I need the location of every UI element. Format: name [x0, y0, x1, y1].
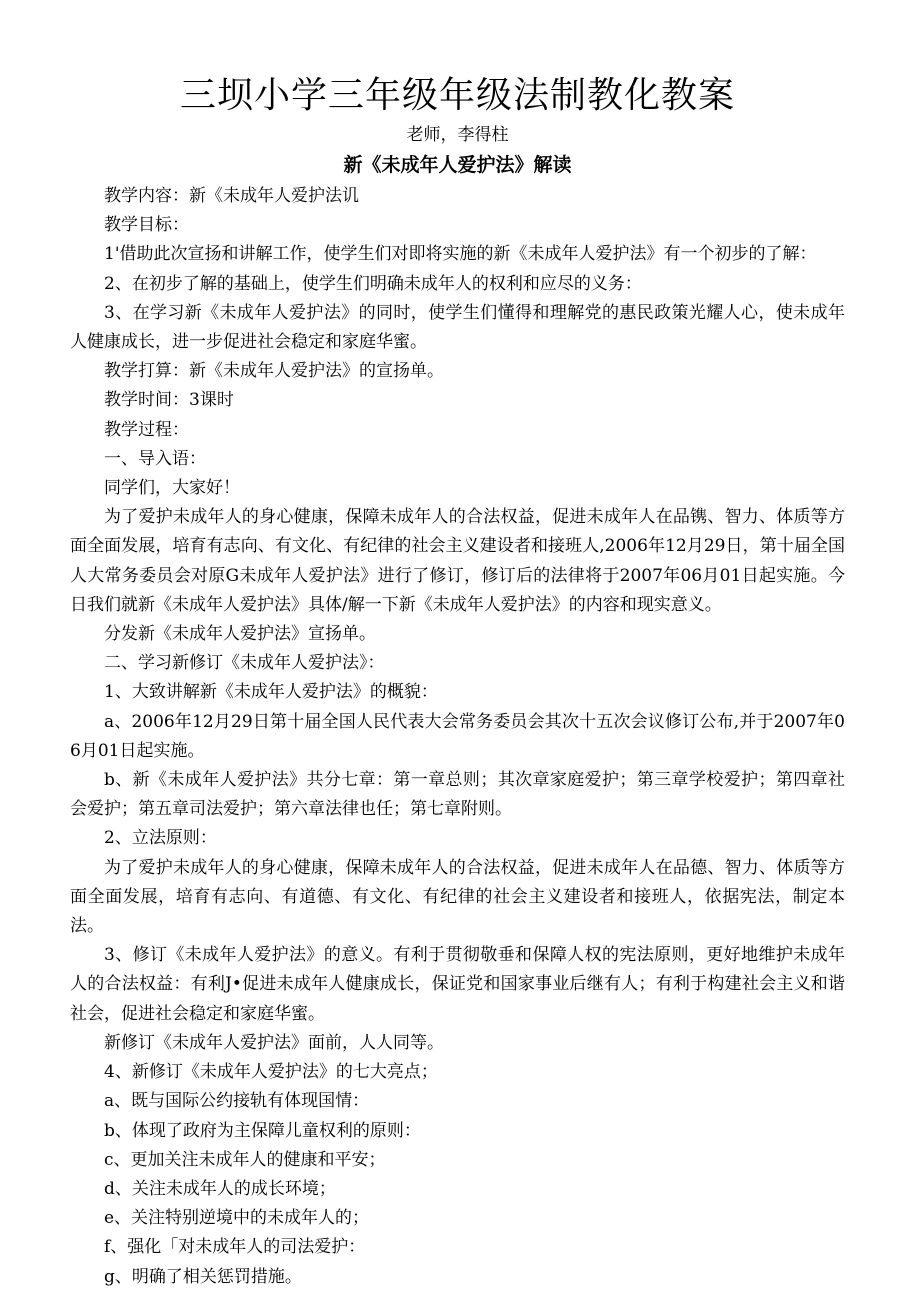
- paragraph: 2、立法原则：: [104, 828, 217, 849]
- document-subtitle: 新《未成年人爱护法》解读: [343, 154, 572, 176]
- paragraph: 3、在学习新《未成年人爱护法》的同时，使学生们懂得和理解党的惠民政策光耀人心，使未成年人健康成长，进一步促进社会稳定和家庭华蜜。: [70, 302, 845, 353]
- paragraph: a、既与国际公约接轨有体现国情：: [104, 1091, 370, 1112]
- document-body: [70, 182, 845, 1292]
- paragraph: 教学目标：: [104, 215, 189, 236]
- paragraph: 2、在初步了解的基础上，使学生们明确未成年人的权利和应尽的义务：: [104, 273, 642, 294]
- paragraph: d、关注未成年人的成长环境；: [104, 1178, 336, 1199]
- paragraph: 新修订《未成年人爱护法》面前，人人同等。: [104, 1032, 444, 1053]
- paragraph: 1'借助此次宣扬和讲解工作，使学生们对即将实施的新《未成年人爱护法》有一个初步的了解：: [104, 244, 817, 265]
- paragraph: 二、学习新修订《未成年人爱护法》：: [104, 653, 385, 674]
- paragraph: 4、新修订《未成年人爱护法》的七大亮点；: [104, 1062, 438, 1083]
- paragraph: 同学们，大家好！: [104, 478, 240, 499]
- paragraph: 1、大致讲解新《未成年人爱护法》的概貌：: [104, 682, 438, 703]
- paragraph: 一、导入语：: [104, 448, 206, 469]
- paragraph: 教学过程：: [104, 419, 189, 440]
- paragraph: 教学时间：3课时: [104, 390, 234, 411]
- paragraph: 教学内容：新《未成年人爱护法讥: [104, 186, 359, 206]
- paragraph: a、2006年12月29日第十届全国人民代表大会常务委员会其次十五次会议修订公布,并于2007年06月01日起实施。: [70, 711, 845, 761]
- author-line: 老师，李得柱: [406, 125, 509, 145]
- paragraph: b、体现了政府为主保障儿童权利的原则：: [104, 1120, 421, 1141]
- paragraph: 分发新《未成年人爱护法》宣扬单。: [104, 624, 376, 645]
- paragraph: f、强化「对未成年人的司法爱护：: [104, 1237, 366, 1258]
- document-title: 三坝小学三年级年级法制教化教案: [179, 75, 735, 116]
- paragraph: 教学打算：新《未成年人爱护法》的宣扬单。: [104, 361, 444, 382]
- paragraph: g、明确了相关惩罚措施。: [104, 1266, 302, 1287]
- paragraph: b、新《未成年人爱护法》共分七章：第一章总则；其次章家庭爱护；第三章学校爱护；第四章社会爱护；第五章司法爱护；第六章法律也任；第七章附则。: [70, 770, 845, 820]
- document-page: [70, 70, 845, 1292]
- paragraph: 为了爱护未成年人的身心健康，保障未成年人的合法权益，促进未成年人在品德、智力、体质等方面全面发展，培育有志向、有道德、有文化、有纪律的社会主义建设者和接班人，依据宪法，制定本法。: [70, 857, 845, 937]
- paragraph: 为了爱护未成年人的身心健康，保障未成年人的合法权益，促进未成年人在品镌、智力、体质等方面全面发展，培育有志向、有文化、有纪律的社会主义建设者和接班人,2006年12月29日，第十届全国人大常务委员会对原G未成年人爱护法》进行了修订，修订后的法律将于2007年06月01日起实施。今日我们就新《未成年人爱护法》具体/解一下新《未成年人爱护法》的内容和现实意义。: [70, 507, 845, 615]
- paragraph: 3、修订《未成年人爱护法》的意义。有利于贯彻敬垂和保障人权的宪法原则，更好地维护未成年人的合法权益：有利J•促进未成年人健康成长，保证党和国家事业后继有人；有利于构建社会主义和谐社会，促进社会稳定和家庭华蜜。: [70, 945, 845, 1024]
- paragraph: e、关注特别逆境中的未成年人的；: [104, 1208, 370, 1229]
- paragraph: c、更加关注未成年人的健康和平安；: [104, 1149, 386, 1170]
